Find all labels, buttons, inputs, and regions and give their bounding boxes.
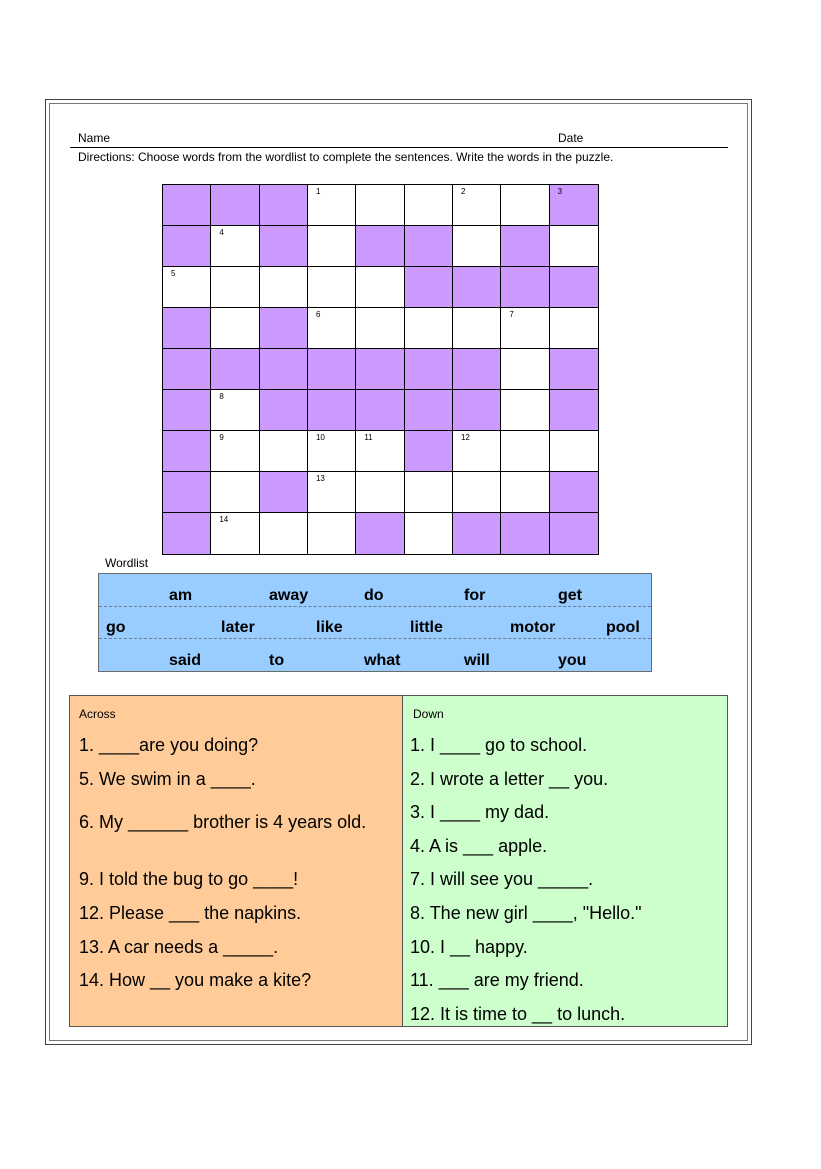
grid-answer-cell[interactable] (453, 472, 501, 513)
grid-block-cell (453, 513, 501, 554)
wordlist-label: Wordlist (105, 556, 149, 570)
grid-answer-cell[interactable] (550, 308, 598, 349)
clue-number: 11 (364, 433, 373, 442)
grid-block-cell (501, 267, 549, 308)
grid-block-cell (163, 185, 211, 226)
grid-block-cell (453, 390, 501, 431)
word-bank-row (99, 574, 651, 607)
grid-block-cell (308, 390, 356, 431)
across-clue: 6. My ______ brother is 4 years old. (79, 812, 367, 832)
down-clues-panel (403, 696, 727, 1026)
word-bank-word: like (316, 619, 343, 636)
word-bank (98, 573, 652, 672)
grid-block-cell (501, 513, 549, 554)
grid-block-cell (453, 349, 501, 390)
grid-answer-cell[interactable] (453, 226, 501, 267)
directions-text: Directions: Choose words from the wordlist to complete the sentences. Write the words in the puzzle. (78, 150, 614, 164)
across-heading: Across (79, 707, 116, 721)
across-clue: 12. Please ___ the napkins. (79, 903, 302, 923)
word-bank-row (99, 606, 651, 639)
word-bank-word: go (106, 619, 126, 636)
word-bank-word: you (558, 652, 587, 669)
grid-answer-cell[interactable] (211, 267, 259, 308)
grid-answer-cell[interactable] (308, 431, 356, 472)
clue-number: 13 (315, 474, 325, 483)
grid-answer-cell[interactable] (163, 267, 211, 308)
down-clue: 10. I __ happy. (410, 937, 528, 957)
grid-block-cell (405, 267, 453, 308)
word-bank-word: away (269, 587, 309, 604)
down-clue: 3. I ____ my dad. (410, 802, 550, 822)
grid-answer-cell[interactable] (453, 185, 501, 226)
across-clue: 13. A car needs a _____. (79, 937, 279, 957)
grid-block-cell (550, 349, 598, 390)
grid-block-cell (163, 472, 211, 513)
grid-answer-cell[interactable] (356, 267, 404, 308)
grid-answer-cell[interactable] (501, 308, 549, 349)
grid-answer-cell[interactable] (501, 185, 549, 226)
grid-block-cell (405, 431, 453, 472)
grid-block-cell (163, 513, 211, 554)
grid-block-cell (211, 185, 259, 226)
down-clue: 4. A is ___ apple. (410, 836, 548, 856)
clue-number: 4 (219, 228, 224, 237)
down-clue: 1. I ____ go to school. (410, 735, 588, 755)
grid-answer-cell[interactable] (405, 472, 453, 513)
grid-block-cell (453, 267, 501, 308)
grid-block-cell (405, 390, 453, 431)
grid-block-cell (405, 349, 453, 390)
grid-block-cell (163, 431, 211, 472)
grid-answer-cell[interactable] (211, 390, 259, 431)
grid-block-cell (211, 349, 259, 390)
down-heading: Down (413, 707, 444, 721)
grid-answer-cell[interactable] (356, 308, 404, 349)
down-clue: 11. ___ are my friend. (410, 970, 584, 990)
clue-number: 8 (219, 392, 224, 401)
grid-answer-cell[interactable] (211, 431, 259, 472)
grid-answer-cell[interactable] (260, 431, 308, 472)
grid-block-cell (260, 390, 308, 431)
grid-block-cell (163, 226, 211, 267)
word-bank-word: for (464, 587, 486, 604)
grid-block-cell (405, 226, 453, 267)
clue-number: 14 (219, 515, 229, 524)
clue-number: 9 (219, 433, 224, 442)
word-bank-word: to (269, 652, 285, 669)
date-label: Date (558, 131, 584, 145)
crossword-grid (162, 184, 599, 555)
grid-block-cell (356, 513, 404, 554)
name-label: Name (78, 131, 111, 145)
across-clue: 14. How __ you make a kite? (79, 970, 312, 990)
grid-block-cell (356, 349, 404, 390)
across-clue: 1. ____are you doing? (79, 735, 259, 755)
grid-answer-cell[interactable] (308, 472, 356, 513)
word-bank-word: pool (606, 619, 640, 636)
grid-answer-cell[interactable] (501, 349, 549, 390)
word-bank-word: said (169, 652, 202, 669)
grid-block-cell (501, 226, 549, 267)
clue-number: 7 (509, 310, 514, 319)
clue-number: 3 (557, 187, 563, 196)
down-clue: 12. It is time to __ to lunch. (410, 1004, 626, 1024)
grid-block-cell (260, 308, 308, 349)
word-bank-word: will (464, 652, 490, 669)
clues-table (69, 695, 728, 1027)
grid-answer-cell[interactable] (308, 185, 356, 226)
word-bank-word: do (364, 587, 384, 604)
grid-block-cell (550, 267, 598, 308)
grid-answer-cell[interactable] (405, 185, 453, 226)
across-clues-panel (70, 696, 403, 1026)
grid-block-cell (550, 390, 598, 431)
grid-answer-cell[interactable] (453, 431, 501, 472)
word-bank-word: motor (510, 619, 556, 636)
grid-answer-cell[interactable] (260, 267, 308, 308)
grid-block-cell (163, 349, 211, 390)
grid-answer-cell[interactable] (211, 513, 259, 554)
down-clue: 7. I will see you _____. (410, 869, 594, 889)
grid-block-cell (550, 472, 598, 513)
grid-block-cell (163, 390, 211, 431)
down-clue: 2. I wrote a letter __ you. (410, 769, 609, 789)
grid-block-cell (550, 185, 598, 226)
down-clue: 8. The new girl ____, "Hello." (410, 903, 642, 923)
grid-answer-cell[interactable] (308, 308, 356, 349)
across-clue: 9. I told the bug to go ____! (79, 869, 299, 889)
word-bank-word: am (169, 587, 193, 604)
grid-answer-cell[interactable] (211, 226, 259, 267)
grid-answer-cell[interactable] (501, 431, 549, 472)
word-bank-row (99, 639, 651, 671)
grid-answer-cell[interactable] (501, 390, 549, 431)
grid-answer-cell[interactable] (356, 472, 404, 513)
grid-answer-cell[interactable] (405, 513, 453, 554)
grid-answer-cell[interactable] (550, 431, 598, 472)
clue-number: 5 (171, 269, 176, 278)
clue-number: 6 (315, 310, 321, 319)
clue-number: 1 (315, 187, 321, 196)
grid-answer-cell[interactable] (501, 472, 549, 513)
grid-answer-cell[interactable] (211, 308, 259, 349)
grid-block-cell (260, 349, 308, 390)
grid-answer-cell[interactable] (308, 267, 356, 308)
grid-block-cell (260, 226, 308, 267)
grid-answer-cell[interactable] (211, 472, 259, 513)
grid-answer-cell[interactable] (550, 226, 598, 267)
clue-number: 2 (460, 187, 466, 196)
grid-answer-cell[interactable] (356, 431, 404, 472)
clue-number: 10 (315, 433, 325, 442)
grid-block-cell (163, 308, 211, 349)
across-clue: 5. We swim in a ____. (79, 769, 256, 789)
grid-block-cell (356, 226, 404, 267)
grid-answer-cell[interactable] (405, 308, 453, 349)
grid-block-cell (260, 185, 308, 226)
word-bank-word: what (364, 652, 401, 669)
word-bank-word: little (410, 619, 443, 636)
clue-number: 12 (460, 433, 470, 442)
grid-block-cell (260, 472, 308, 513)
grid-answer-cell[interactable] (356, 185, 404, 226)
grid-answer-cell[interactable] (308, 513, 356, 554)
grid-block-cell (356, 390, 404, 431)
grid-answer-cell[interactable] (308, 226, 356, 267)
grid-block-cell (308, 349, 356, 390)
word-bank-word: later (221, 619, 255, 636)
grid-answer-cell[interactable] (260, 513, 308, 554)
word-bank-word: get (558, 587, 582, 604)
grid-block-cell (550, 513, 598, 554)
name-date-line (70, 147, 728, 148)
grid-answer-cell[interactable] (453, 308, 501, 349)
